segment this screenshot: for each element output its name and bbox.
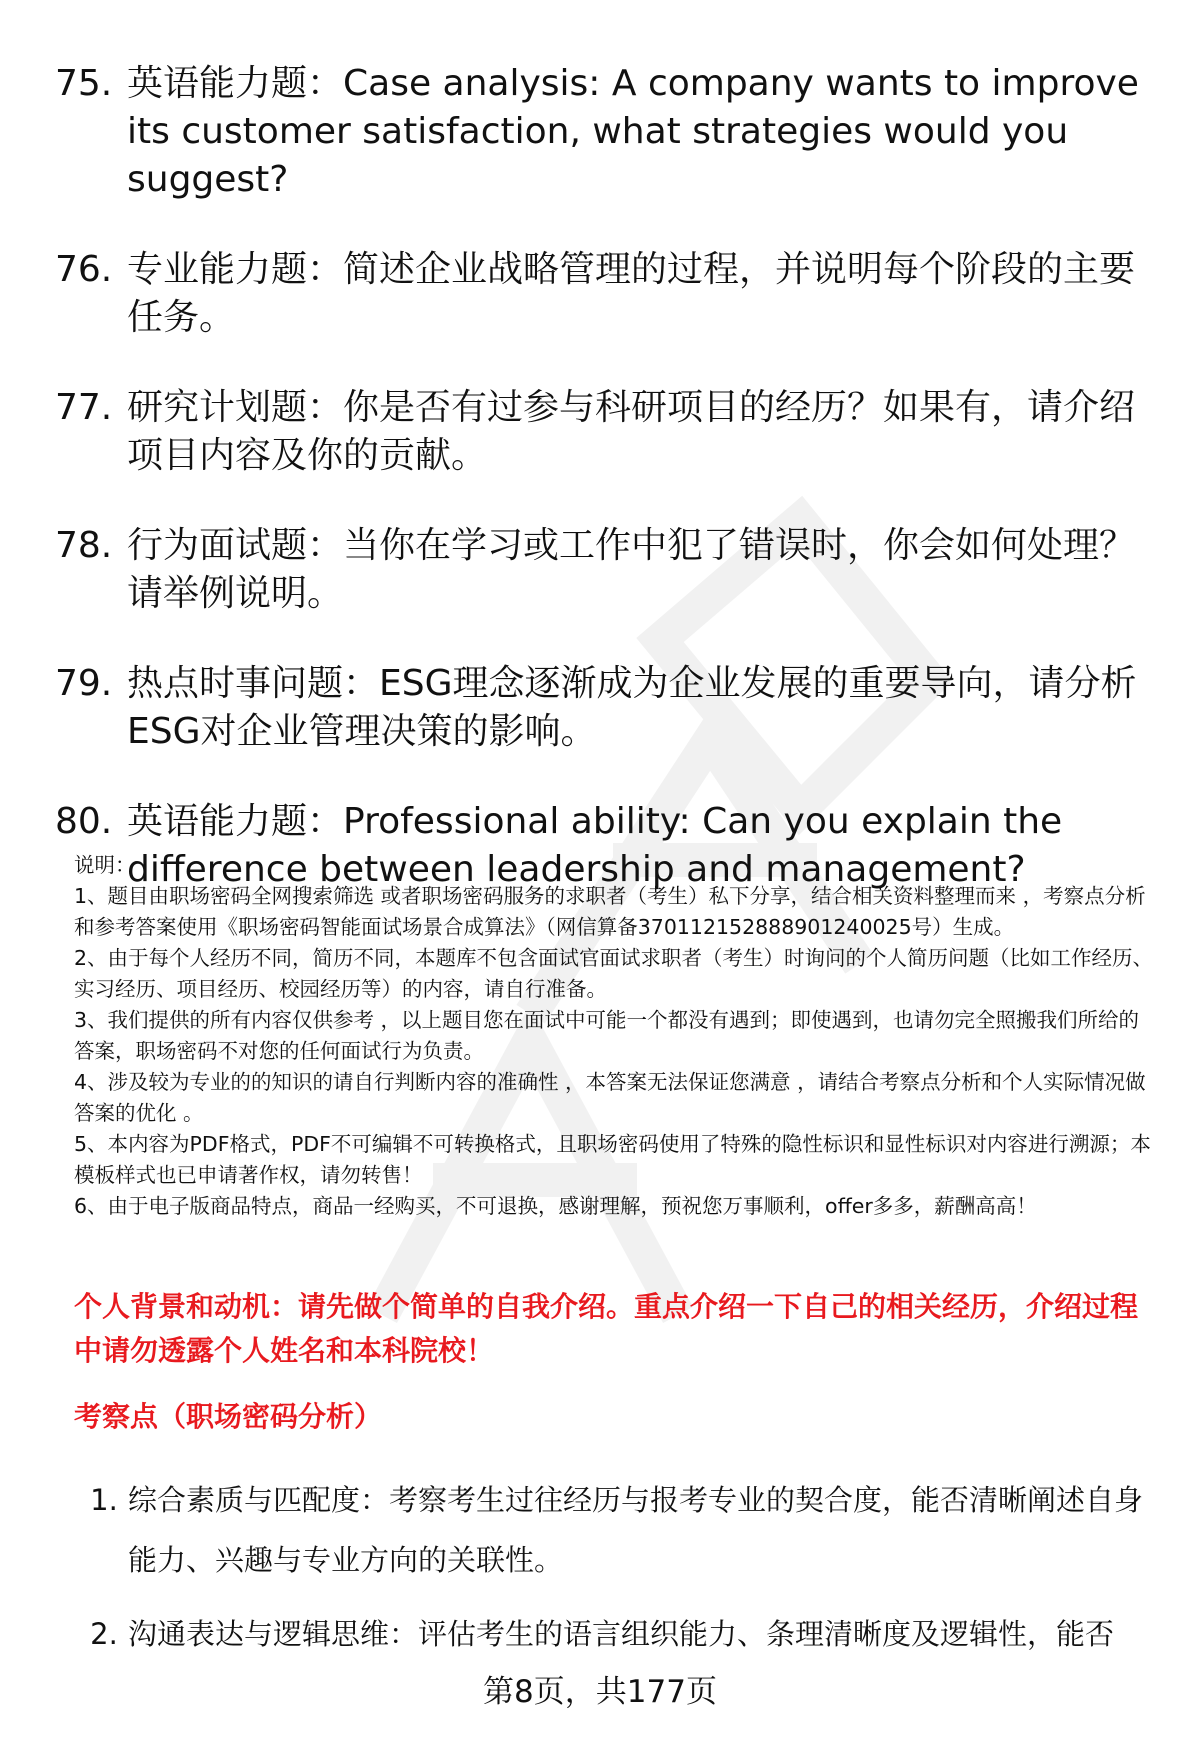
analysis-text: 综合素质与匹配度：考察考生过往经历与报考专业的契合度，能否清晰阐述自身能力、兴趣与专业方向的关联性。 (128, 1483, 1144, 1577)
note-item: 2、由于每个人经历不同，简历不同，本题库不包含面试官面试求职者（考生）时询问的个人简历问题（比如工作经历、实习经历、项目经历、校园经历等）的内容，请自行准备。 (74, 946, 1154, 1001)
note-item: 4、涉及较为专业的的知识的请自行判断内容的准确性 ，本答案无法保证您满意 ，请结合考察点分析和个人实际情况做答案的优化 。 (74, 1070, 1146, 1125)
notes-section (74, 850, 1154, 1222)
question-number: 76. (55, 249, 113, 290)
note-item: 3、我们提供的所有内容仅供参考 ，以上题目您在面试中可能一个都没有遇到；即使遇到，也请勿完全照搬我们所给的答案，职场密码不对您的任何面试行为负责。 (74, 1008, 1140, 1063)
question-text: 行为面试题：当你在学习或工作中犯了错误时，你会如何处理？请举例说明。 (127, 525, 1136, 614)
question-item (55, 522, 1155, 618)
question-text: 研究计划题：你是否有过参与科研项目的经历？如果有，请介绍项目内容及你的贡献。 (127, 387, 1136, 476)
analysis-text: 沟通表达与逻辑思维：评估考生的语言组织能力、条理清晰度及逻辑性，能否 (128, 1617, 1115, 1651)
question-text: 热点时事问题：ESG理念逐渐成为企业发展的重要导向，请分析ESG对企业管理决策的影响。 (127, 663, 1137, 752)
question-number: 75. (55, 63, 113, 104)
note-item: 1、题目由职场密码全网搜索筛选 或者职场密码服务的求职者（考生）私下分享，结合相关资料整理而来 ，考察点分析和参考答案使用《职场密码智能面试场景合成算法》（网信算备370112152888901240025号）生成。 (74, 884, 1146, 939)
question-number: 77. (55, 387, 113, 428)
analysis-number: 1. (90, 1483, 118, 1517)
question-list (55, 60, 1155, 936)
question-item (55, 246, 1155, 342)
analysis-item (80, 1470, 1160, 1590)
page-footer: 第8页，共177页 (483, 1674, 717, 1710)
question-item (55, 660, 1155, 756)
section-title: 考察点（职场密码分析） (74, 1400, 383, 1433)
question-text: 英语能力题：Professional ability: Can you explain the difference between leadership and management? (127, 801, 1063, 890)
question-number: 78. (55, 525, 113, 566)
question-text: 专业能力题：简述企业战略管理的过程，并说明每个阶段的主要任务。 (127, 249, 1136, 338)
question-item (55, 60, 1155, 204)
question-item (55, 384, 1155, 480)
question-number: 80. (55, 801, 113, 842)
notes-heading: 说明： (74, 853, 136, 877)
analysis-number: 2. (90, 1617, 118, 1651)
highlight-question: 个人背景和动机：请先做个简单的自我介绍。重点介绍一下自己的相关经历，介绍过程中请勿透露个人姓名和本科院校！ (74, 1290, 1139, 1367)
note-item: 6、由于电子版商品特点，商品一经购买，不可退换，感谢理解，预祝您万事顺利，offer多多，薪酬高高！ (74, 1194, 1037, 1218)
note-item: 5、本内容为PDF格式，PDF不可编辑不可转换格式，且职场密码使用了特殊的隐性标识和显性标识对内容进行溯源；本模板样式也已申请著作权，请勿转售！ (74, 1132, 1151, 1187)
analysis-list (80, 1470, 1160, 1678)
question-text: 英语能力题：Case analysis: A company wants to improve its customer satisfaction, what strategies would you suggest? (127, 63, 1139, 200)
question-number: 79. (55, 663, 113, 704)
analysis-item (80, 1604, 1160, 1664)
